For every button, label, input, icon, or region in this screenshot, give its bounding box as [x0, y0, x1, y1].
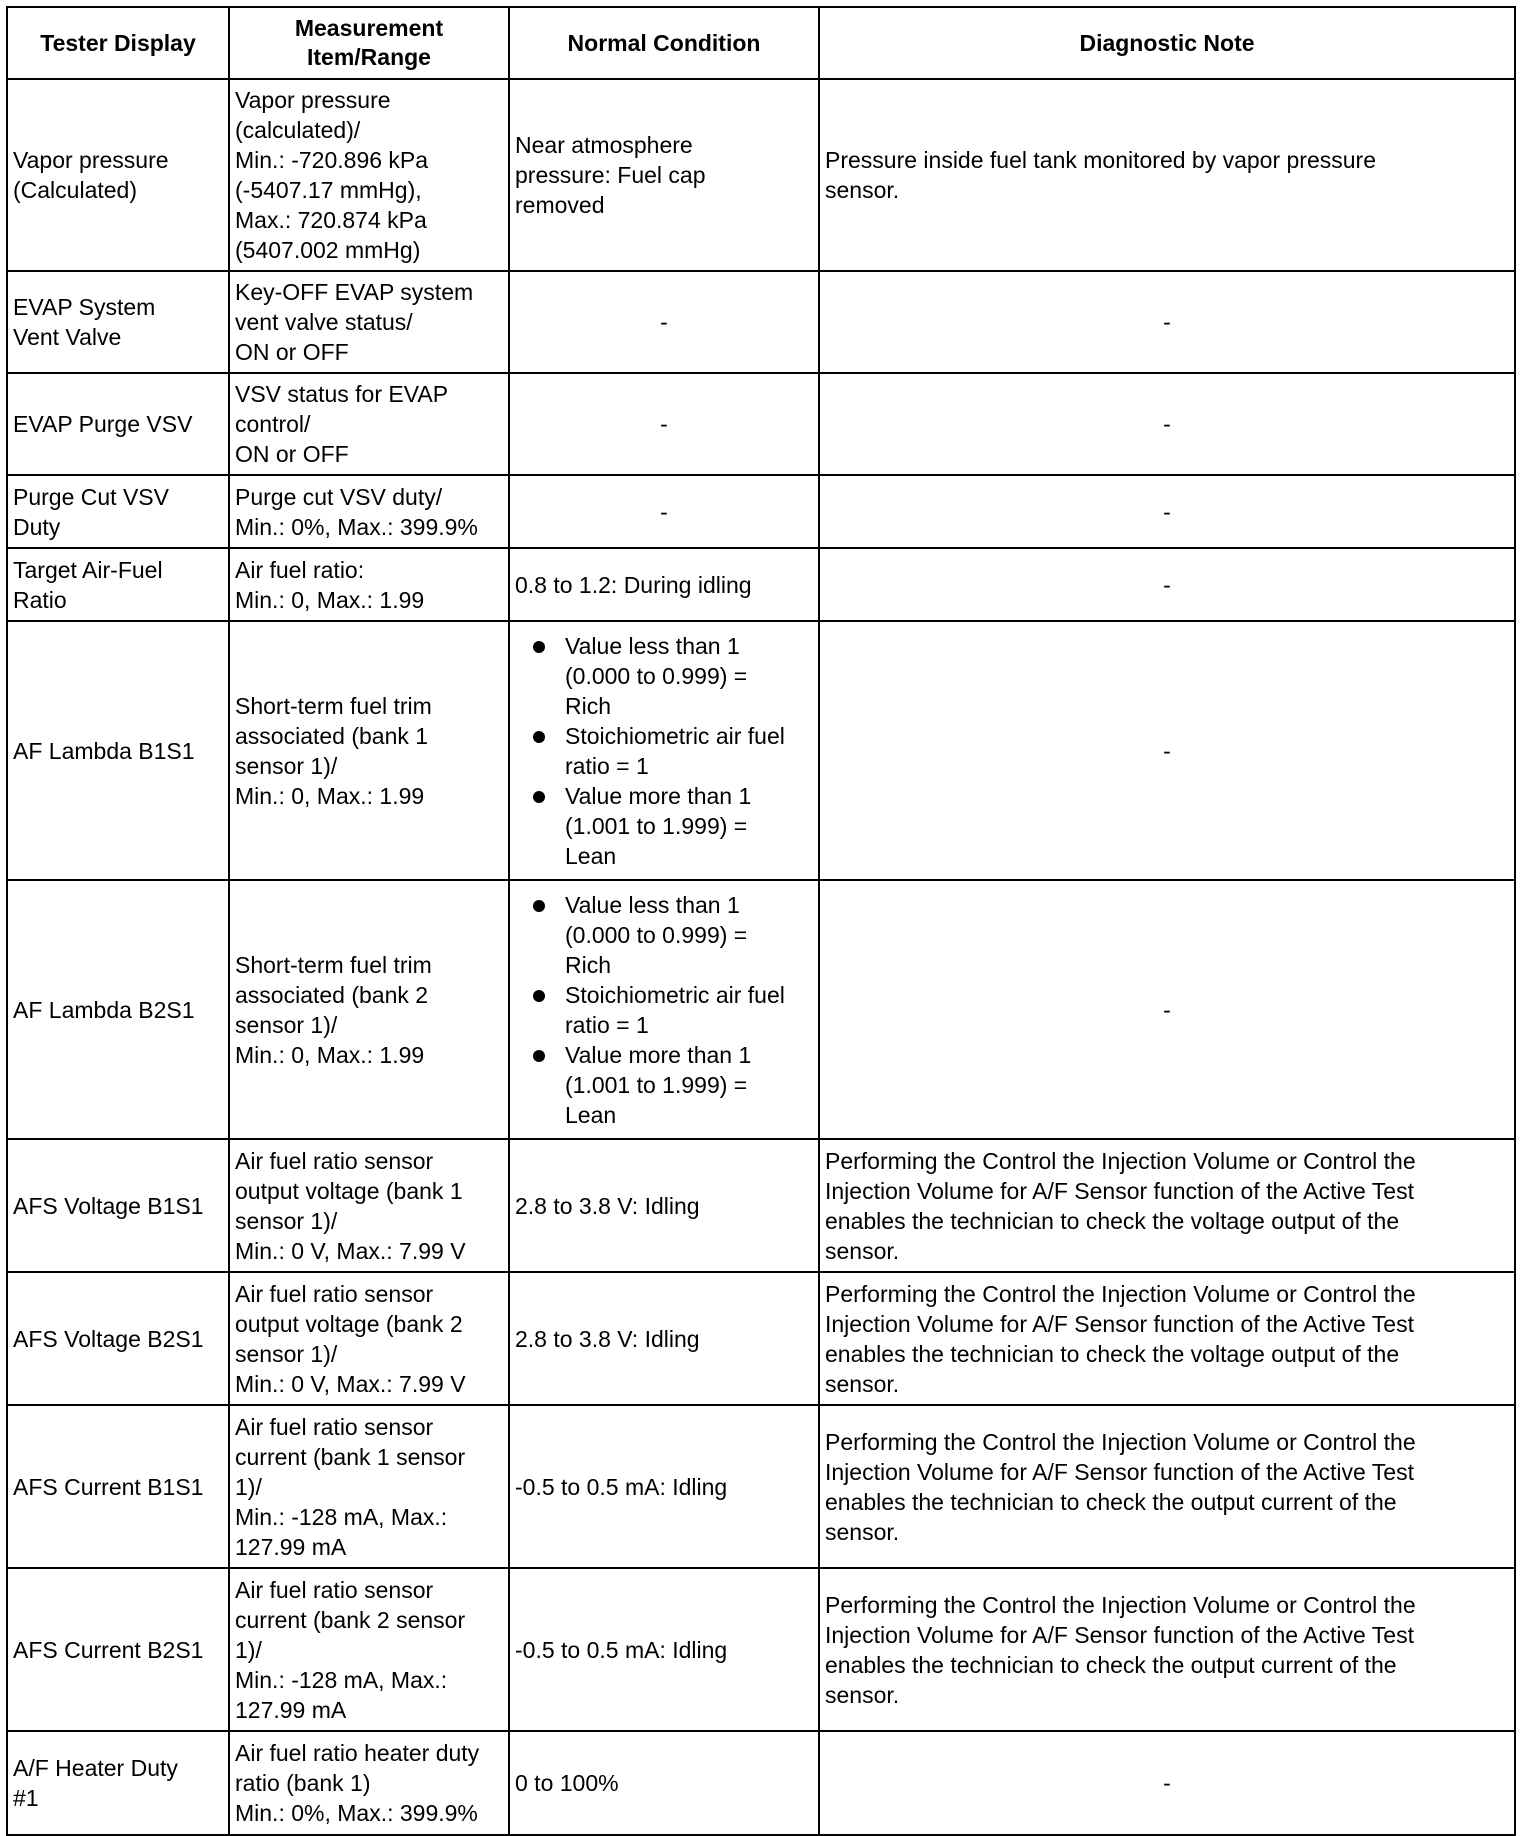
diagnostic-note-line: -: [1163, 1770, 1171, 1796]
cell-diagnostic-note: [819, 1272, 1515, 1405]
cell-tester-display: [7, 548, 229, 621]
cell-measurement: [229, 1405, 509, 1568]
cell-normal-condition: [509, 373, 819, 475]
bullet-icon: [533, 900, 545, 912]
diagnostic-note-line: sensor.: [825, 1237, 900, 1264]
table-row: [7, 475, 1515, 548]
measurement-line: output voltage (bank 1: [235, 1177, 463, 1204]
measurement-line: sensor 1)/: [235, 752, 338, 779]
measurement-line: Vapor pressure: [235, 87, 391, 113]
tester-display-line: Vapor pressure: [13, 147, 169, 173]
cell-measurement: [229, 373, 509, 475]
measurement-line: associated (bank 1: [235, 722, 429, 749]
measurement-line: (-5407.17 mmHg),: [235, 177, 422, 203]
tester-display-line: (Calculated): [13, 177, 137, 203]
measurement-line: Air fuel ratio sensor: [235, 1576, 434, 1603]
header-measurement: [229, 7, 509, 79]
diagnostic-note-line: -: [1163, 571, 1171, 598]
diagnostic-note-line: Performing the Control the Injection Volume or Control the: [825, 1280, 1416, 1307]
measurement-line: Short-term fuel trim: [235, 692, 432, 719]
cell-normal-condition: [509, 1139, 819, 1272]
cell-measurement: [229, 621, 509, 880]
diagnostic-note-line: sensor.: [825, 1681, 900, 1708]
header-row: [7, 7, 1515, 79]
tester-display-line: EVAP Purge VSV: [13, 411, 193, 437]
normal-condition-line: -0.5 to 0.5 mA: Idling: [515, 1636, 728, 1663]
diagnostic-note-line: enables the technician to check the voltage output of the: [825, 1207, 1400, 1234]
cell-measurement: [229, 1568, 509, 1731]
cell-normal-condition: [509, 1731, 819, 1835]
table-row: [7, 621, 1515, 880]
normal-condition-bullet-line: ratio = 1: [565, 1011, 649, 1038]
diagnostic-note-line: -: [1163, 996, 1171, 1023]
diagnostic-note-line: Injection Volume for A/F Sensor function of the Active Test: [825, 1621, 1414, 1648]
cell-tester-display: [7, 79, 229, 271]
cell-tester-display: [7, 271, 229, 373]
measurement-line: associated (bank 2: [235, 981, 429, 1008]
cell-normal-condition: [509, 1272, 819, 1405]
cell-measurement: [229, 79, 509, 271]
measurement-line: Air fuel ratio sensor: [235, 1413, 434, 1440]
normal-condition-bullet-line: (1.001 to 1.999) =: [565, 1071, 748, 1098]
tester-display-line: AFS Voltage B1S1: [13, 1192, 204, 1219]
header-measurement-line2: Item/Range: [307, 44, 431, 70]
measurement-line: Min.: 0, Max.: 1.99: [235, 1041, 425, 1068]
cell-measurement: [229, 271, 509, 373]
measurement-line: Min.: 0, Max.: 1.99: [235, 782, 425, 809]
normal-condition-line: 2.8 to 3.8 V: Idling: [515, 1192, 700, 1219]
cell-diagnostic-note: [819, 79, 1515, 271]
tester-display-line: EVAP System: [13, 294, 156, 320]
bullet-icon: [533, 641, 545, 653]
cell-normal-condition: [509, 1568, 819, 1731]
table-row: [7, 79, 1515, 271]
cell-measurement: [229, 548, 509, 621]
cell-normal-condition: [509, 79, 819, 271]
tester-display-line: AFS Current B1S1: [13, 1473, 204, 1500]
normal-condition-bullet-line: Lean: [565, 1101, 617, 1128]
table-row: [7, 548, 1515, 621]
measurement-line: control/: [235, 411, 311, 437]
cell-tester-display: [7, 373, 229, 475]
bullet-icon: [533, 731, 545, 743]
table-row: [7, 271, 1515, 373]
cell-normal-condition: [509, 548, 819, 621]
table-row: [7, 1139, 1515, 1272]
diagnostic-note-line: sensor.: [825, 1370, 900, 1397]
measurement-line: Min.: -128 mA, Max.:: [235, 1666, 448, 1693]
cell-normal-condition: [509, 475, 819, 548]
normal-condition-list: [515, 890, 813, 1130]
measurement-line: sensor 1)/: [235, 1011, 338, 1038]
measurement-line: Min.: 0%, Max.: 399.9%: [235, 513, 478, 540]
cell-tester-display: [7, 1139, 229, 1272]
measurement-line: 127.99 mA: [235, 1533, 347, 1560]
cell-normal-condition: [509, 271, 819, 373]
measurement-line: Max.: 720.874 kPa: [235, 207, 427, 233]
diagnostic-note-line: Performing the Control the Injection Volume or Control the: [825, 1591, 1416, 1618]
measurement-line: ON or OFF: [235, 339, 349, 365]
measurement-line: Air fuel ratio:: [235, 556, 365, 583]
tester-display-line: AF Lambda B1S1: [13, 737, 195, 764]
cell-diagnostic-note: [819, 1731, 1515, 1835]
diagnostic-note-line: enables the technician to check the output current of the: [825, 1651, 1397, 1678]
measurement-line: output voltage (bank 2: [235, 1310, 463, 1337]
measurement-line: Air fuel ratio sensor: [235, 1147, 434, 1174]
measurement-line: ON or OFF: [235, 441, 349, 467]
tester-display-line: Vent Valve: [13, 324, 122, 350]
tester-display-line: AFS Current B2S1: [13, 1636, 204, 1663]
normal-condition-bullet-line: Value more than 1: [565, 1041, 752, 1068]
measurement-line: sensor 1)/: [235, 1340, 338, 1367]
header-tester-display: Tester Display: [7, 7, 229, 79]
list-item: [515, 721, 813, 781]
measurement-line: Key-OFF EVAP system: [235, 279, 474, 305]
diagnostic-note-line: Pressure inside fuel tank monitored by vapor pressure: [825, 147, 1377, 173]
cell-tester-display: [7, 1731, 229, 1835]
normal-condition-bullet-line: (1.001 to 1.999) =: [565, 812, 748, 839]
normal-condition-line: Near atmosphere: [515, 132, 693, 158]
cell-measurement: [229, 1272, 509, 1405]
measurement-line: current (bank 2 sensor: [235, 1606, 466, 1633]
cell-diagnostic-note: [819, 271, 1515, 373]
normal-condition-line: removed: [515, 192, 605, 218]
cell-tester-display: [7, 475, 229, 548]
cell-tester-display: [7, 880, 229, 1139]
measurement-line: Purge cut VSV duty/: [235, 483, 443, 510]
cell-tester-display: [7, 1568, 229, 1731]
measurement-line: 1)/: [235, 1473, 262, 1500]
cell-diagnostic-note: [819, 880, 1515, 1139]
diagnostic-note-line: sensor.: [825, 1518, 900, 1545]
cell-measurement: [229, 1731, 509, 1835]
list-item: [515, 781, 813, 871]
normal-condition-line: 0.8 to 1.2: During idling: [515, 571, 752, 598]
normal-condition-bullet-line: ratio = 1: [565, 752, 649, 779]
diagnostic-note-line: Performing the Control the Injection Volume or Control the: [825, 1428, 1416, 1455]
table-row: [7, 373, 1515, 475]
cell-normal-condition: [509, 621, 819, 880]
measurement-line: Min.: 0 V, Max.: 7.99 V: [235, 1237, 466, 1264]
cell-measurement: [229, 880, 509, 1139]
bullet-icon: [533, 791, 545, 803]
tester-display-line: Target Air-Fuel: [13, 556, 163, 583]
header-measurement-line1: Measurement: [294, 15, 444, 41]
table-row: [7, 880, 1515, 1139]
list-item: [515, 890, 813, 980]
cell-diagnostic-note: [819, 1568, 1515, 1731]
table-row: [7, 1405, 1515, 1568]
normal-condition-line: -0.5 to 0.5 mA: Idling: [515, 1473, 728, 1500]
cell-tester-display: [7, 1272, 229, 1405]
diagnostic-note-line: Injection Volume for A/F Sensor function of the Active Test: [825, 1458, 1414, 1485]
tester-display-line: AFS Voltage B2S1: [13, 1325, 204, 1352]
list-item: [515, 631, 813, 721]
normal-condition-bullet-line: (0.000 to 0.999) =: [565, 921, 748, 948]
diagnostic-note-line: -: [1163, 309, 1171, 335]
cell-tester-display: [7, 621, 229, 880]
tester-display-line: Ratio: [13, 586, 67, 613]
diagnostic-note-line: -: [1163, 498, 1171, 525]
measurement-line: Min.: -720.896 kPa: [235, 147, 429, 173]
normal-condition-line: 0 to 100%: [515, 1770, 619, 1796]
normal-condition-bullet-line: Stoichiometric air fuel: [565, 722, 785, 749]
normal-condition-bullet-line: Lean: [565, 842, 617, 869]
table-body: [7, 79, 1515, 1835]
list-item: [515, 1040, 813, 1130]
measurement-line: Air fuel ratio heater duty: [235, 1740, 480, 1766]
measurement-line: Air fuel ratio sensor: [235, 1280, 434, 1307]
cell-diagnostic-note: [819, 1139, 1515, 1272]
normal-condition-line: -: [660, 309, 668, 335]
cell-tester-display: [7, 1405, 229, 1568]
cell-normal-condition: [509, 1405, 819, 1568]
measurement-line: 127.99 mA: [235, 1696, 347, 1723]
normal-condition-bullet-line: Value less than 1: [565, 891, 740, 918]
normal-condition-bullet-line: Value less than 1: [565, 632, 740, 659]
measurement-line: Min.: 0%, Max.: 399.9%: [235, 1800, 478, 1826]
header-diagnostic-note: Diagnostic Note: [819, 7, 1515, 79]
diagnostic-note-line: enables the technician to check the output current of the: [825, 1488, 1397, 1515]
normal-condition-bullet-line: Stoichiometric air fuel: [565, 981, 785, 1008]
tester-display-line: Duty: [13, 513, 61, 540]
tester-display-line: #1: [13, 1785, 39, 1811]
normal-condition-line: -: [660, 411, 668, 437]
diagnostic-note-line: Performing the Control the Injection Volume or Control the: [825, 1147, 1416, 1174]
measurement-line: (calculated)/: [235, 117, 361, 143]
diagnostic-note-line: -: [1163, 737, 1171, 764]
cell-diagnostic-note: [819, 621, 1515, 880]
data-monitor-table: [6, 6, 1516, 1836]
normal-condition-bullet-line: (0.000 to 0.999) =: [565, 662, 748, 689]
table-header: [7, 7, 1515, 79]
cell-normal-condition: [509, 880, 819, 1139]
cell-measurement: [229, 1139, 509, 1272]
measurement-line: sensor 1)/: [235, 1207, 338, 1234]
cell-diagnostic-note: [819, 548, 1515, 621]
cell-diagnostic-note: [819, 1405, 1515, 1568]
normal-condition-line: 2.8 to 3.8 V: Idling: [515, 1325, 700, 1352]
normal-condition-bullet-line: Rich: [565, 692, 612, 719]
normal-condition-line: -: [660, 498, 668, 525]
measurement-line: VSV status for EVAP: [235, 381, 449, 407]
diagnostic-note-line: -: [1163, 411, 1171, 437]
measurement-line: current (bank 1 sensor: [235, 1443, 466, 1470]
measurement-line: (5407.002 mmHg): [235, 237, 421, 263]
normal-condition-bullet-line: Rich: [565, 951, 612, 978]
normal-condition-bullet-line: Value more than 1: [565, 782, 752, 809]
normal-condition-line: pressure: Fuel cap: [515, 162, 706, 188]
bullet-icon: [533, 990, 545, 1002]
measurement-line: Min.: 0 V, Max.: 7.99 V: [235, 1370, 466, 1397]
table-row: [7, 1272, 1515, 1405]
measurement-line: Min.: 0, Max.: 1.99: [235, 586, 425, 613]
cell-measurement: [229, 475, 509, 548]
measurement-line: ratio (bank 1): [235, 1770, 371, 1796]
measurement-line: Short-term fuel trim: [235, 951, 432, 978]
measurement-line: 1)/: [235, 1636, 262, 1663]
list-item: [515, 980, 813, 1040]
measurement-line: Min.: -128 mA, Max.:: [235, 1503, 448, 1530]
normal-condition-list: [515, 631, 813, 871]
diagnostic-note-line: Injection Volume for A/F Sensor function of the Active Test: [825, 1177, 1414, 1204]
tester-display-line: AF Lambda B2S1: [13, 996, 195, 1023]
diagnostic-note-line: sensor.: [825, 177, 900, 203]
diagnostic-note-line: Injection Volume for A/F Sensor function of the Active Test: [825, 1310, 1414, 1337]
measurement-line: vent valve status/: [235, 309, 413, 335]
header-normal-condition: Normal Condition: [509, 7, 819, 79]
diagnostic-note-line: enables the technician to check the voltage output of the: [825, 1340, 1400, 1367]
cell-diagnostic-note: [819, 373, 1515, 475]
table-row: [7, 1731, 1515, 1835]
table-row: [7, 1568, 1515, 1731]
tester-display-line: A/F Heater Duty: [13, 1755, 178, 1781]
cell-diagnostic-note: [819, 475, 1515, 548]
tester-display-line: Purge Cut VSV: [13, 483, 169, 510]
bullet-icon: [533, 1050, 545, 1062]
